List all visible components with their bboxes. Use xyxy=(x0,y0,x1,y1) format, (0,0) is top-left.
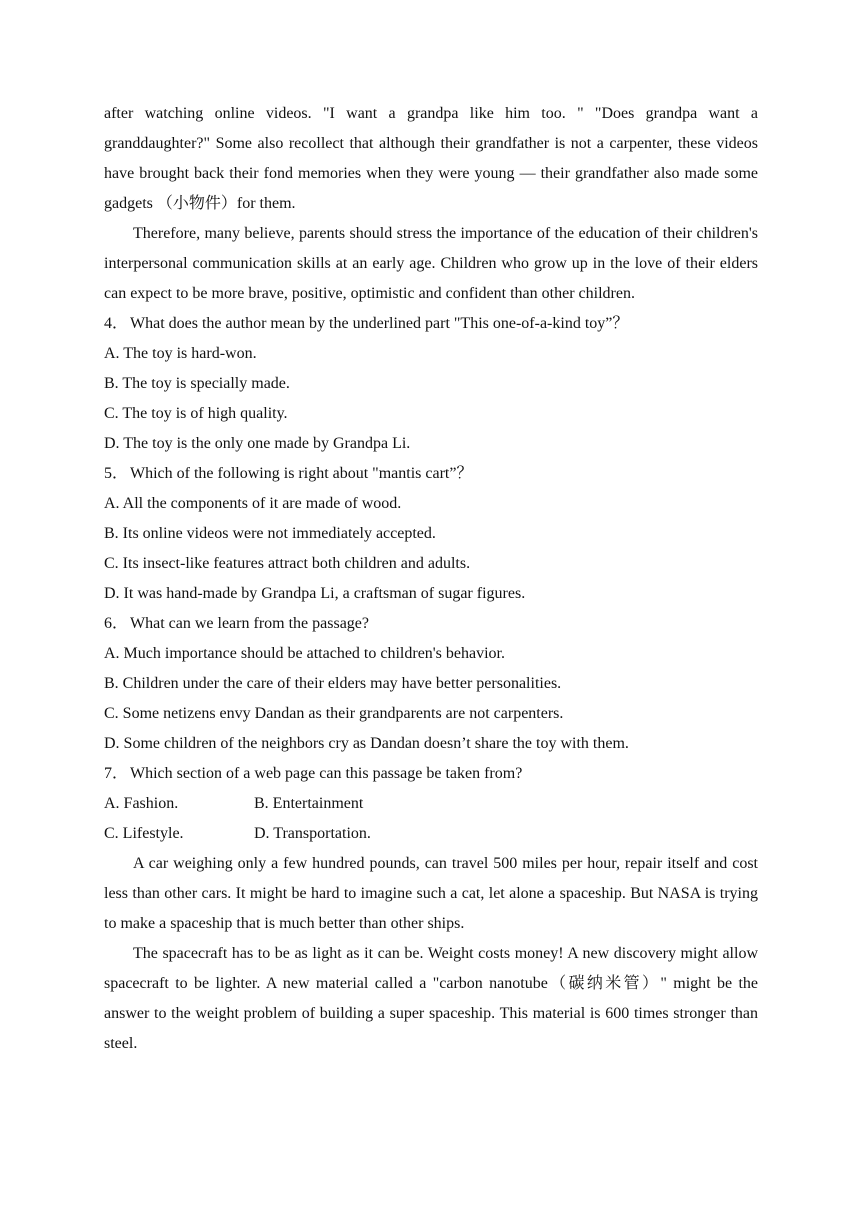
question-block xyxy=(104,759,758,849)
answer-option: C. Its insect-like features attract both children and adults. xyxy=(104,555,471,572)
answer-option: B. Entertainment xyxy=(254,795,364,812)
question-number: 7． xyxy=(104,765,129,782)
answer-option: D. It was hand-made by Grandpa Li, a craftsman of sugar figures. xyxy=(104,585,526,602)
answer-option: A. All the components of it are made of wood. xyxy=(104,495,402,512)
answer-option-row xyxy=(104,789,758,819)
question-number: 6． xyxy=(104,615,129,632)
question-text: What does the author mean by the underlined part "This one-of-a-kind toy”？ xyxy=(130,315,629,332)
answer-option: B. Its online videos were not immediately accepted. xyxy=(104,525,436,542)
question-text: Which of the following is right about "mantis cart”？ xyxy=(130,465,473,482)
question-stem xyxy=(104,759,758,789)
question-text: Which section of a web page can this passage be taken from? xyxy=(130,765,523,782)
answer-option: C. The toy is of high quality. xyxy=(104,405,288,422)
question-block xyxy=(104,459,758,609)
answer-option: B. The toy is specially made. xyxy=(104,375,290,392)
passage-b-paragraph: The spacecraft has to be as light as it can be. Weight costs money! A new discovery might allow spacecraft to be lighter. A new material called a "carbon nanotube（碳纳米管）" might be the answer to the weight problem of building a super spaceship. This material is 600 times stronger than steel. xyxy=(104,945,758,1052)
answer-option: D. Transportation. xyxy=(254,825,371,842)
question-text: What can we learn from the passage? xyxy=(130,615,369,632)
answer-option: D. Some children of the neighbors cry as Dandan doesn’t share the toy with them. xyxy=(104,735,629,752)
passage-a-paragraph: after watching online videos. "I want a grandpa like him too. " "Does grandpa want a granddaughter?" Some also recollect that although their grandfather is not a carpenter, these videos have brought back their fond memories when they were young — their grandfather also made some gadgets （小物件）for them. xyxy=(104,105,758,212)
answer-option: A. The toy is hard-won. xyxy=(104,345,257,362)
answer-option: C. Some netizens envy Dandan as their grandparents are not carpenters. xyxy=(104,705,564,722)
answer-option: C. Lifestyle. xyxy=(104,825,184,842)
question-number: 5． xyxy=(104,465,129,482)
question-block xyxy=(104,309,758,459)
question-block xyxy=(104,609,758,759)
answer-option: A. Much importance should be attached to children's behavior. xyxy=(104,645,505,662)
question-number: 4． xyxy=(104,315,129,332)
question-stem xyxy=(104,459,758,489)
answer-option: D. The toy is the only one made by Grandpa Li. xyxy=(104,435,411,452)
question-stem xyxy=(104,309,758,339)
answer-option-row xyxy=(104,819,758,849)
answer-option: A. Fashion. xyxy=(104,795,179,812)
passage-a-paragraph: Therefore, many believe, parents should stress the importance of the education of their children's interpersonal communication skills at an early age. Children who grow up in the love of their elders can expect to be more brave, positive, optimistic and confident than other children. xyxy=(104,225,758,302)
answer-option: B. Children under the care of their elders may have better personalities. xyxy=(104,675,562,692)
question-stem xyxy=(104,609,758,639)
passage-b-paragraph: A car weighing only a few hundred pounds, can travel 500 miles per hour, repair itself and cost less than other cars. It might be hard to imagine such a cat, let alone a spaceship. But NASA is trying to make a spaceship that is much better than other ships. xyxy=(104,855,758,932)
